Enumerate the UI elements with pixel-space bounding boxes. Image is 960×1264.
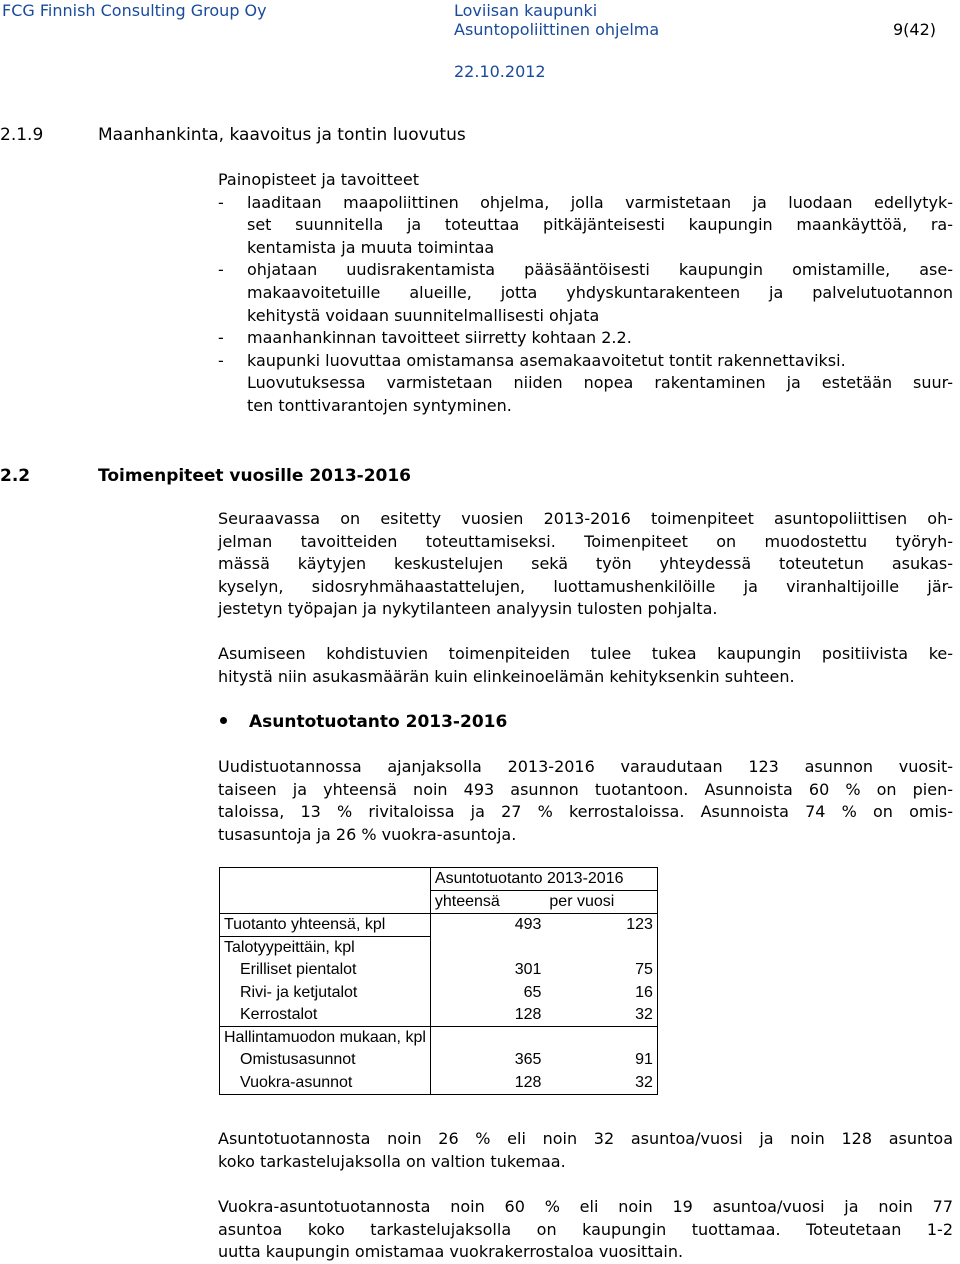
table-row [220, 1049, 658, 1072]
table-row [220, 914, 658, 937]
list-item [218, 327, 953, 350]
cell-total: 301 [430, 959, 545, 982]
row-label: Kerrostalot [220, 1004, 431, 1027]
paragraph-line: mässä käytyjen keskustelujen sekä työn yhteydessä toteutetun asukas- [218, 554, 953, 574]
column-header: per vuosi [545, 891, 657, 914]
paragraph-line: Asuntotuotannosta noin 26 % eli noin 32 asuntoa/vuosi ja noin 128 asuntoa [218, 1129, 953, 1148]
cell-total [430, 1027, 545, 1050]
paragraph [218, 1128, 953, 1173]
paragraph-line: taloissa, 13 % rivitaloissa ja 27 % kerrostaloissa. Asunnoista 74 % on omis- [218, 802, 953, 822]
list-line: set suunnitella ja toteuttaa pitkäjänteisesti kaupungin maankäyttöä, ra- [247, 215, 953, 235]
list-line: maanhankinnan tavoitteet siirretty kohtaan 2.2. [247, 328, 632, 348]
header-page-number: 9(42) [893, 20, 937, 39]
header-date: 22.10.2012 [454, 62, 546, 81]
table-row [220, 1072, 658, 1095]
dash-marker: - [218, 350, 224, 370]
list-item [218, 259, 953, 282]
cell-per-year: 16 [545, 982, 657, 1005]
paragraph [218, 1196, 953, 1264]
cell-per-year [545, 937, 657, 960]
list-line: Luovutuksessa varmistetaan niiden nopea rakentaminen ja estetään suur- [247, 373, 953, 393]
list-line: makaavoitetuille alueille, jotta yhdyskuntarakenteen ja palvelutuotannon [247, 282, 953, 302]
paragraph-line: jestetyn työpajan ja nykytilanteen analyysin tulosten pohjalta. [218, 599, 718, 619]
header-document: Asuntopoliittinen ohjelma [454, 20, 660, 39]
table-row [220, 982, 658, 1005]
cell-total: 65 [430, 982, 545, 1005]
table-cell [220, 891, 431, 914]
paragraph-line: tusasuntoja ja 26 % vuokra-asuntoja. [218, 824, 517, 844]
list-line: kentamista ja muuta toimintaa [247, 237, 495, 257]
paragraph-line: koko tarkastelujaksolla on valtion tukemaa. [218, 1151, 566, 1171]
list-item [218, 192, 953, 215]
dash-marker: - [218, 328, 224, 348]
paragraph [218, 643, 953, 688]
cell-per-year: 91 [545, 1049, 657, 1072]
list-line: kaupunki luovuttaa omistamansa asemakaavoitetut tontit rakennettaviksi. [247, 350, 846, 370]
subheading: Painopisteet ja tavoitteet [218, 170, 419, 189]
row-label: Tuotanto yhteensä, kpl [220, 914, 431, 937]
production-table [219, 867, 658, 1095]
header-client: Loviisan kaupunki [454, 1, 598, 20]
list-line: ohjataan uudisrakentamista pääsääntöisesti kaupungin omistamille, ase- [247, 260, 953, 280]
column-header: yhteensä [430, 891, 545, 914]
list-item [218, 350, 953, 373]
paragraph-line: Asumiseen kohdistuvien toimenpiteiden tulee tukea kaupungin positiivista ke- [218, 644, 953, 663]
row-label: Omistusasunnot [220, 1049, 431, 1072]
table-cell [220, 868, 431, 891]
cell-total [430, 937, 545, 960]
table-header-row [220, 868, 658, 891]
paragraph-line: Vuokra-asuntotuotannosta noin 60 % eli noin 19 asuntoa/vuosi ja noin 77 [218, 1197, 953, 1216]
cell-per-year: 32 [545, 1072, 657, 1095]
table-title: Asuntotuotanto 2013-2016 [430, 868, 657, 891]
row-label: Hallintamuodon mukaan, kpl [220, 1027, 431, 1050]
table-row [220, 959, 658, 982]
section-number: 2.2 [0, 466, 31, 486]
paragraph [218, 508, 953, 621]
list-line: kehitystä voidaan suunnitelmallisesti ohjata [247, 305, 600, 325]
cell-total: 493 [430, 914, 545, 937]
paragraph-line: uutta kaupungin omistamaa vuokrakerrostaloa vuosittain. [218, 1242, 684, 1262]
paragraph-line: hitystä niin asukasmäärän kuin elinkeinoelämän kehityksenkin suhteen. [218, 666, 795, 686]
paragraph [218, 756, 953, 846]
table-header-row [220, 891, 658, 914]
cell-total: 128 [430, 1072, 545, 1095]
priorities-block [218, 169, 953, 418]
paragraph-line: kyselyn, sidosryhmähaastattelujen, luottamushenkilöille ja viranhaltijoille jär- [218, 576, 953, 596]
dash-marker: - [218, 260, 224, 280]
cell-per-year [545, 1027, 657, 1050]
table-row [220, 1027, 658, 1050]
paragraph-line: taiseen ja yhteensä noin 493 asunnon tuotantoon. Asunnoista 60 % on pien- [218, 779, 953, 799]
dash-marker: - [218, 192, 224, 212]
table-row [220, 937, 658, 960]
row-label: Rivi- ja ketjutalot [220, 982, 431, 1005]
cell-total: 128 [430, 1004, 545, 1027]
section-number: 2.1.9 [0, 125, 44, 145]
section-title: Toimenpiteet vuosille 2013-2016 [98, 466, 412, 486]
cell-per-year: 32 [545, 1004, 657, 1027]
list-line: laaditaan maapoliittinen ohjelma, jolla varmistetaan ja luodaan edellytyk- [247, 192, 953, 212]
bullet-text: Asuntotuotanto 2013-2016 [249, 712, 508, 732]
cell-total: 365 [430, 1049, 545, 1072]
bullet-icon [220, 717, 227, 724]
header-company: FCG Finnish Consulting Group Oy [2, 1, 267, 20]
row-label: Erilliset pientalot [220, 959, 431, 982]
section-title: Maanhankinta, kaavoitus ja tontin luovutus [98, 125, 466, 145]
row-label: Vuokra-asunnot [220, 1072, 431, 1095]
paragraph-line: Seuraavassa on esitetty vuosien 2013-2016 toimenpiteet asuntopoliittisen oh- [218, 509, 953, 528]
paragraph-line: jelman tavoitteiden toteuttamiseksi. Toimenpiteet on muodostettu työryh- [218, 531, 953, 551]
cell-per-year: 123 [545, 914, 657, 937]
list-line: ten tonttivarantojen syntyminen. [247, 395, 512, 415]
cell-per-year: 75 [545, 959, 657, 982]
paragraph-line: asuntoa koko tarkastelujaksolla on kaupungin tuottamaa. Toteutetaan 1-2 [218, 1219, 953, 1239]
bullet-heading [218, 710, 507, 734]
paragraph-line: Uudistuotannossa ajanjaksolla 2013-2016 varaudutaan 123 asunnon vuosit- [218, 757, 953, 776]
row-label: Talotyypeittäin, kpl [220, 937, 431, 960]
table-row [220, 1004, 658, 1027]
